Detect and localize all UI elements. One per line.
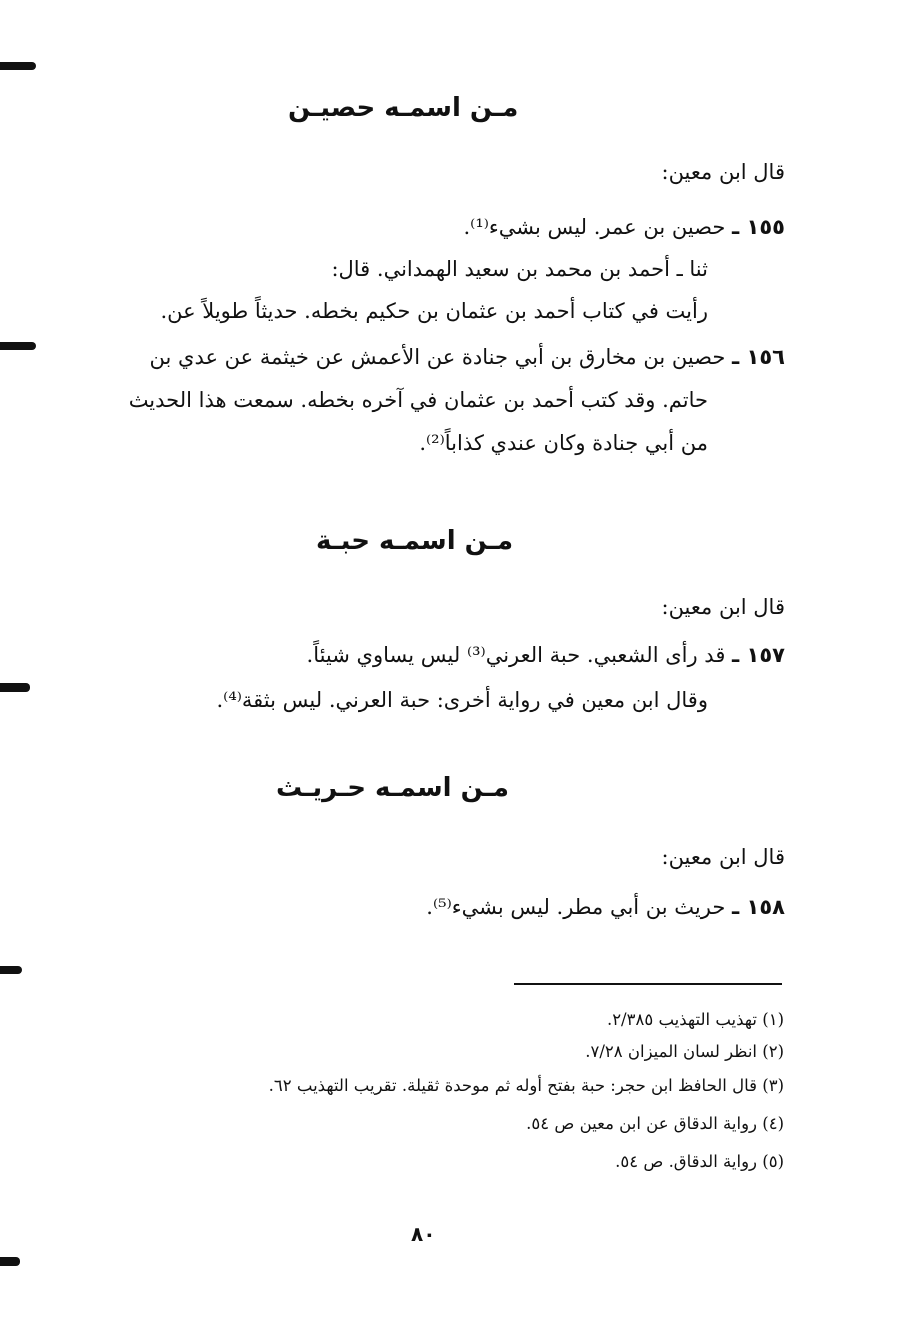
scan-mark: [0, 62, 36, 70]
entry-157: [307, 643, 785, 668]
entry-156-line-2: حاتم. وقد كتب أحمد بن عثمان في آخره بخطه. سمعت هذا الحديث: [128, 388, 708, 412]
entry-text: حريث بن أبي مطر. ليس بشيء⁽⁵⁾.: [426, 895, 726, 919]
entry-text: حصين بن مخارق بن أبي جنادة عن الأعمش عن خيثمة عن عدي بن: [149, 345, 726, 369]
scan-mark: [0, 1257, 20, 1266]
entry-number: ١٥٥ ـ: [732, 215, 785, 239]
footnote-5: (٥) رواية الدقاق. ص ٥٤.: [615, 1152, 784, 1171]
entry-157-line-2: وقال ابن معين في رواية أخرى: حبة العرني. ليس بثقة⁽⁴⁾.: [216, 688, 708, 712]
entry-155-line-2: ثنا ـ أحمد بن محمد بن سعيد الهمداني. قال:: [331, 257, 708, 281]
qala-ibn-maeen: قال ابن معين:: [661, 845, 785, 869]
entry-number: ١٥٦ ـ: [732, 345, 785, 369]
footnote-4: (٤) رواية الدقاق عن ابن معين ص ٥٤.: [526, 1114, 784, 1133]
entry-text: حصين بن عمر. ليس بشيء⁽¹⁾.: [463, 215, 726, 239]
section-heading-hurayth: مـن اسمـه حـريـث: [276, 773, 510, 803]
entry-155: [463, 215, 785, 240]
entry-number: ١٥٧ ـ: [732, 643, 785, 667]
entry-number: ١٥٨ ـ: [732, 895, 785, 919]
scan-mark: [0, 342, 36, 350]
footnote-1: (١) تهذيب التهذيب ٢/٣٨٥.: [606, 1010, 784, 1029]
qala-ibn-maeen: قال ابن معين:: [661, 160, 785, 184]
footnote-separator: [514, 983, 782, 985]
qala-ibn-maeen: قال ابن معين:: [661, 595, 785, 619]
section-heading-hussain: مـن اسمـه حصيـن: [288, 93, 519, 123]
footnote-2: (٢) انظر لسان الميزان ٧/٢٨.: [585, 1042, 784, 1061]
entry-155-line-3: رأيت في كتاب أحمد بن عثمان بن حكيم بخطه. حديثاً طويلاً عن.: [160, 299, 708, 323]
scan-mark: [0, 683, 30, 692]
scan-mark: [0, 966, 22, 974]
section-heading-habba: مـن اسمـه حبـة: [316, 526, 514, 556]
footnote-3: (٣) قال الحافظ ابن حجر: حبة بفتح أوله ثم موحدة ثقيلة. تقريب التهذيب ٦٢.: [268, 1076, 784, 1095]
entry-158: [426, 895, 785, 920]
page-number: ٨٠: [411, 1222, 436, 1246]
entry-156: [150, 345, 786, 370]
entry-156-line-3: من أبي جنادة وكان عندي كذاباً⁽²⁾.: [419, 431, 708, 455]
entry-text: قد رأى الشعبي. حبة العرني⁽³⁾ ليس يساوي شيئاً.: [306, 643, 726, 667]
